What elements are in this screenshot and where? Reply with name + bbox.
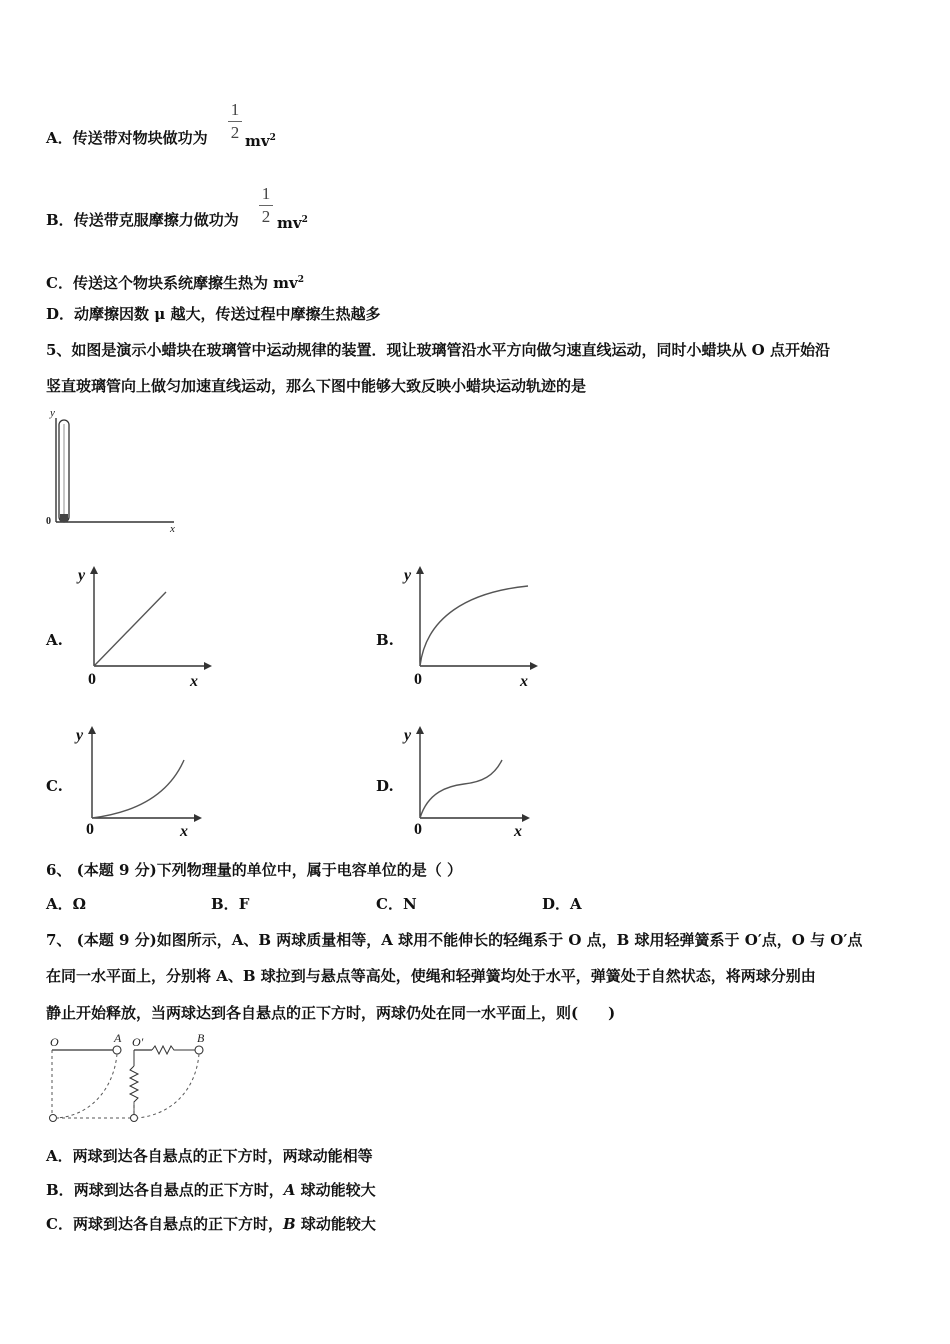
svg-text:y: y (76, 727, 84, 744)
apparatus-origin-label: 0 (46, 516, 51, 527)
svg-text:O: O (50, 1035, 59, 1049)
q4-a-tail: $mv^2$ (245, 132, 276, 150)
spring-vertical (130, 1066, 138, 1114)
q7-option-b[interactable]: B．两球到达各自悬点的正下方时，A 球动能较大 (46, 1181, 376, 1199)
q5-option-d-label[interactable]: D. (376, 777, 394, 795)
q6-option-b[interactable]: B．F (211, 895, 250, 913)
q4-option-b[interactable]: B．传送带克服摩擦力做功为 (46, 211, 239, 229)
trajectory-concave-down (420, 586, 528, 666)
q7-option-c[interactable]: C．两球到达各自悬点的正下方时，B 球动能较大 (46, 1215, 376, 1233)
apparatus-x-label: x (170, 523, 175, 535)
q5-option-b-label[interactable]: B. (376, 631, 394, 649)
q5-stem-line2: 竖直玻璃管向上做匀加速直线运动，那么下图中能够大致反映小蜡块运动轨迹的是 (46, 377, 587, 395)
q6-option-d[interactable]: D．A (542, 895, 582, 913)
svg-text:x: x (520, 673, 528, 690)
ball-b (195, 1046, 203, 1054)
q7-pendulum-figure (44, 1032, 224, 1128)
q7-stem-line2: 在同一水平面上，分别将 A、B 球拉到与悬点等高处，使绳和轻弹簧均处于水平，弹簧处于自然状态，将两球分别由 (46, 967, 816, 985)
q4-option-a[interactable]: A．传送带对物块做功为 (46, 129, 208, 147)
q6-option-a[interactable]: A．Ω (46, 895, 86, 913)
q6-option-c[interactable]: C．N (376, 895, 417, 913)
q7-option-a[interactable]: A．两球到达各自悬点的正下方时，两球动能相等 (46, 1147, 373, 1165)
svg-text:B: B (197, 1031, 205, 1045)
q5-option-a-graph[interactable] (72, 562, 212, 692)
q5-option-c-graph[interactable] (70, 722, 210, 842)
svg-text:O′: O′ (132, 1035, 144, 1049)
q4-option-c[interactable]: C．传送这个物块系统摩擦生热为 $mv^2$ (46, 274, 305, 292)
svg-text:A: A (114, 1031, 122, 1045)
svg-text:x: x (180, 823, 188, 840)
q5-option-b-graph[interactable] (398, 562, 538, 692)
q5-apparatus-figure (44, 404, 184, 534)
svg-text:x: x (514, 823, 522, 840)
svg-text:y: y (404, 567, 412, 584)
q7-stem-line1: 7、 (本题 9 分)如图所示，A、B 两球质量相等，A 球用不能伸长的轻绳系于 O 点，B 球用轻弹簧系于 O′点，O 与 O′点 (46, 931, 863, 949)
svg-text:y: y (78, 567, 86, 584)
q4-option-d[interactable]: D．动摩擦因数 μ 越大，传送过程中摩擦生热越多 (46, 305, 381, 323)
trajectory-s-curve (420, 760, 502, 818)
svg-text:0: 0 (88, 671, 96, 688)
trajectory-straight-line (94, 592, 166, 666)
trajectory-concave-up (92, 760, 184, 818)
svg-text:0: 0 (414, 671, 422, 688)
wax-block (60, 514, 68, 522)
q6-stem: 6、 (本题 9 分)下列物理量的单位中，属于电容单位的是（ ） (46, 861, 462, 879)
svg-text:x: x (190, 673, 198, 690)
svg-text:0: 0 (414, 821, 422, 838)
ball-a (113, 1046, 121, 1054)
svg-text:y: y (404, 727, 412, 744)
q5-option-c-label[interactable]: C. (46, 777, 63, 795)
q4-b-fraction: 1 2 (259, 184, 273, 227)
q4-a-fraction: 1 2 (228, 100, 242, 143)
q5-option-a-label[interactable]: A. (46, 631, 63, 649)
q4-b-tail: $mv^2$ (277, 214, 308, 232)
q7-stem-line3: 静止开始释放，当两球达到各自悬点的正下方时，两球仍处在同一水平面上，则( ) (46, 1004, 616, 1022)
svg-text:0: 0 (86, 821, 94, 838)
q5-stem-line1: 5、如图是演示小蜡块在玻璃管中运动规律的装置．现让玻璃管沿水平方向做匀速直线运动，同时小蜡块从 O 点开始沿 (46, 341, 830, 359)
q5-option-d-graph[interactable] (398, 722, 538, 842)
apparatus-y-label: y (50, 407, 55, 419)
spring (152, 1046, 195, 1054)
